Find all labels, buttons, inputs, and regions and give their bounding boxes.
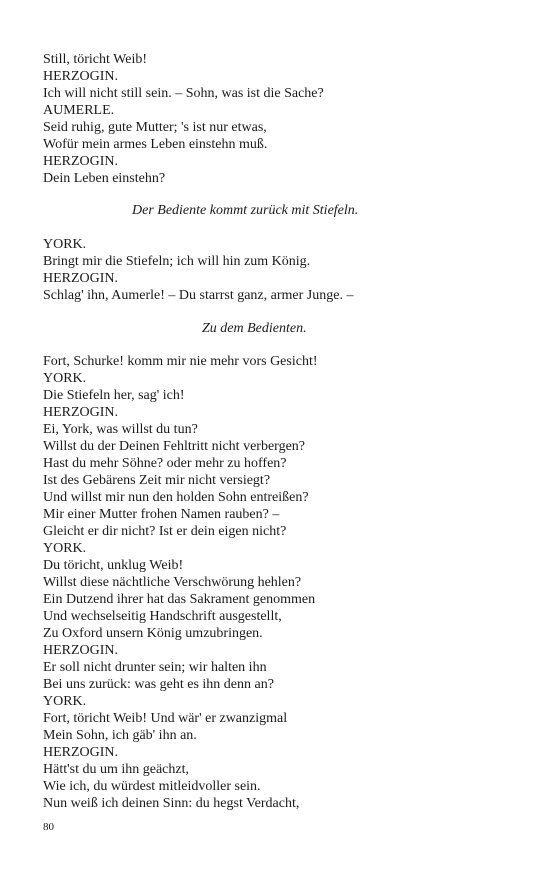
verse-line: Mein Sohn, ich gäb' ihn an. <box>43 728 197 743</box>
verse-line: Bei uns zurück: was geht es ihn denn an? <box>43 677 274 692</box>
verse-line: Fort, Schurke! komm mir nie mehr vors Gesicht! <box>43 354 318 369</box>
verse-line: Und wechselseitig Handschrift ausgestellt, <box>43 609 282 624</box>
speaker-name: HERZOGIN. <box>43 643 119 658</box>
speaker-name: YORK. <box>43 694 87 709</box>
speaker-name: YORK. <box>43 541 87 556</box>
verse-line: Wie ich, du würdest mitleidvoller sein. <box>43 779 261 794</box>
speaker-name: HERZOGIN. <box>43 154 119 169</box>
page-number: 80 <box>43 821 54 833</box>
stage-direction: Der Bediente kommt zurück mit Stiefeln. <box>132 203 359 218</box>
speaker-name: AUMERLE. <box>43 103 115 118</box>
verse-line: Willst du der Deinen Fehltritt nicht verbergen? <box>43 439 305 454</box>
verse-line: Hast du mehr Söhne? oder mehr zu hoffen? <box>43 456 287 471</box>
verse-line: Schlag' ihn, Aumerle! – Du starrst ganz, armer Junge. – <box>43 288 354 303</box>
verse-line: Zu Oxford unsern König umzubringen. <box>43 626 263 641</box>
speaker-name: HERZOGIN. <box>43 405 119 420</box>
verse-line: Dein Leben einstehn? <box>43 171 166 186</box>
speaker-name: YORK. <box>43 237 87 252</box>
verse-line: Ist des Gebärens Zeit mir nicht versiegt? <box>43 473 271 488</box>
speaker-name: HERZOGIN. <box>43 271 119 286</box>
verse-line: Und willst mir nun den holden Sohn entreißen? <box>43 490 309 505</box>
verse-line: Hätt'st du um ihn geächzt, <box>43 762 189 777</box>
verse-line: Seid ruhig, gute Mutter; 's ist nur etwas, <box>43 120 267 135</box>
verse-line: Du töricht, unklug Weib! <box>43 558 184 573</box>
verse-line: Willst diese nächtliche Verschwörung hehlen? <box>43 575 302 590</box>
speaker-name: HERZOGIN. <box>43 745 119 760</box>
verse-line: Er soll nicht drunter sein; wir halten ihn <box>43 660 267 675</box>
verse-line: Mir einer Mutter frohen Namen rauben? – <box>43 507 280 522</box>
stage-direction: Zu dem Bedienten. <box>202 321 307 336</box>
verse-line: Bringt mir die Stiefeln; ich will hin zum König. <box>43 254 311 269</box>
speaker-name: YORK. <box>43 371 87 386</box>
verse-line: Ein Dutzend ihrer hat das Sakrament genommen <box>43 592 316 607</box>
verse-line: Ei, York, was willst du tun? <box>43 422 198 437</box>
verse-line: Ich will nicht still sein. – Sohn, was ist die Sache? <box>43 86 324 101</box>
verse-line: Fort, töricht Weib! Und wär' er zwanzigmal <box>43 711 288 726</box>
verse-line: Wofür mein armes Leben einstehn muß. <box>43 137 268 152</box>
speaker-name: HERZOGIN. <box>43 69 119 84</box>
verse-line: Die Stiefeln her, sag' ich! <box>43 388 185 403</box>
verse-line: Still, töricht Weib! <box>43 52 147 67</box>
verse-line: Nun weiß ich deinen Sinn: du hegst Verdacht, <box>43 796 300 811</box>
verse-line: Gleicht er dir nicht? Ist er dein eigen nicht? <box>43 524 287 539</box>
